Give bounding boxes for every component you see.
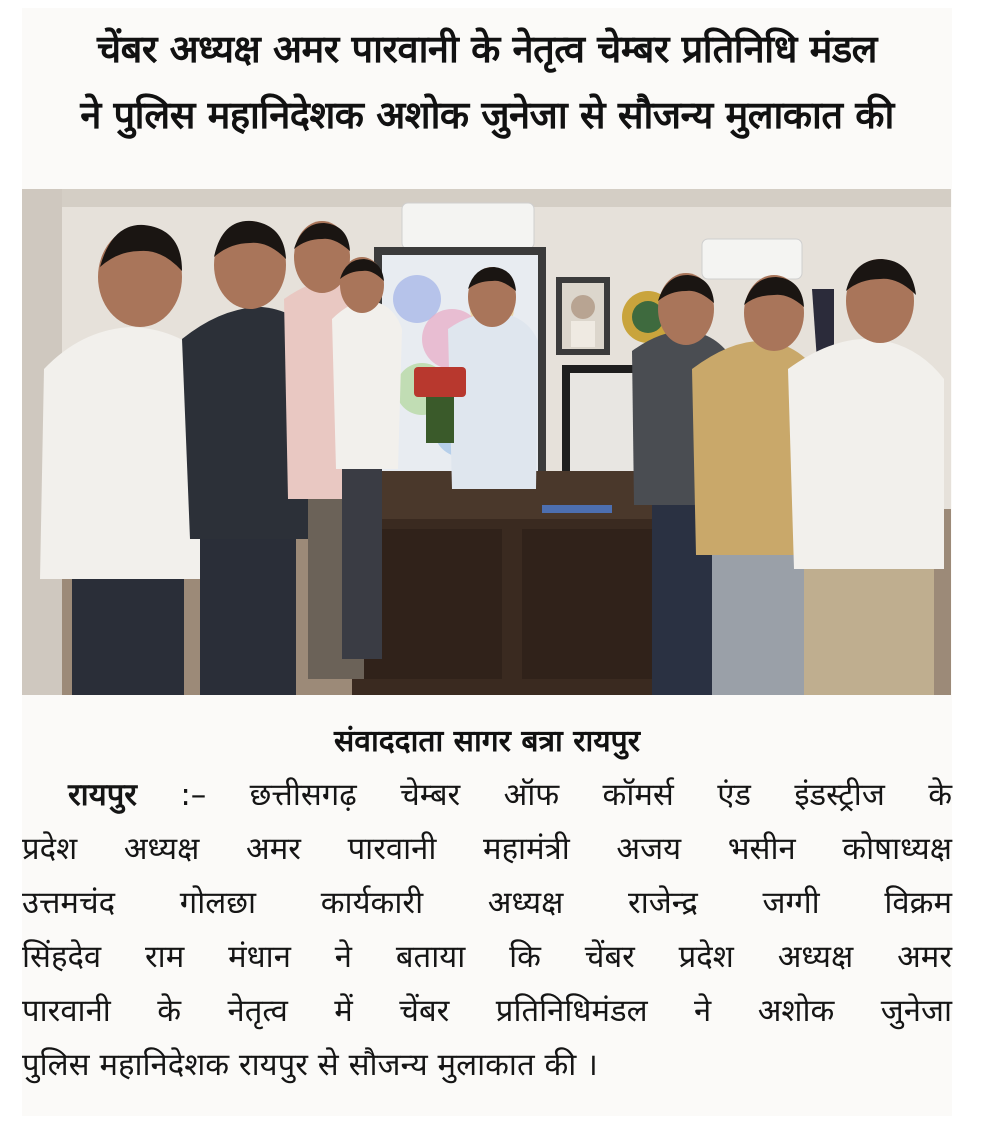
news-photo — [22, 189, 951, 695]
headline-line-1: चेंबर अध्यक्ष अमर पारवानी के नेतृत्व चेम्बर प्रतिनिधि मंडल — [97, 27, 877, 71]
byline: संवाददाता सागर बत्रा रायपुर — [334, 724, 640, 759]
headline — [22, 16, 952, 148]
body-line-4: सिंहदेव राम मंधान ने बताया कि चेंबर प्रदेश अध्यक्ष अमर — [22, 939, 952, 975]
air-conditioner-left — [402, 203, 534, 249]
air-conditioner-right — [702, 239, 802, 279]
body-line-1-text: :– छत्तीसगढ़ चेम्बर ऑफ कॉमर्स एंड इंडस्ट्रीज के — [180, 777, 953, 813]
body-line-5: पारवानी के नेतृत्व में चेंबर प्रतिनिधिमंडल ने अशोक जुनेजा — [22, 993, 952, 1029]
body-line-1 — [22, 768, 952, 822]
body-line-3: उत्तमचंद गोलछा कार्यकारी अध्यक्ष राजेन्द्र जग्गी विक्रम — [22, 885, 952, 921]
body-line-6: पुलिस महानिदेशक रायपुर से सौजन्य मुलाकात की । — [22, 1047, 598, 1083]
dateline: रायपुर — [68, 777, 137, 813]
newspaper-clipping — [22, 8, 952, 1116]
photo-illustration — [22, 189, 951, 695]
article-body — [22, 768, 952, 1092]
body-line-2: प्रदेश अध्यक्ष अमर पारवानी महामंत्री अजय भसीन कोषाध्यक्ष — [22, 831, 952, 867]
headline-line-2: ने पुलिस महानिदेशक अशोक जुनेजा से सौजन्य मुलाकात की — [80, 93, 894, 137]
